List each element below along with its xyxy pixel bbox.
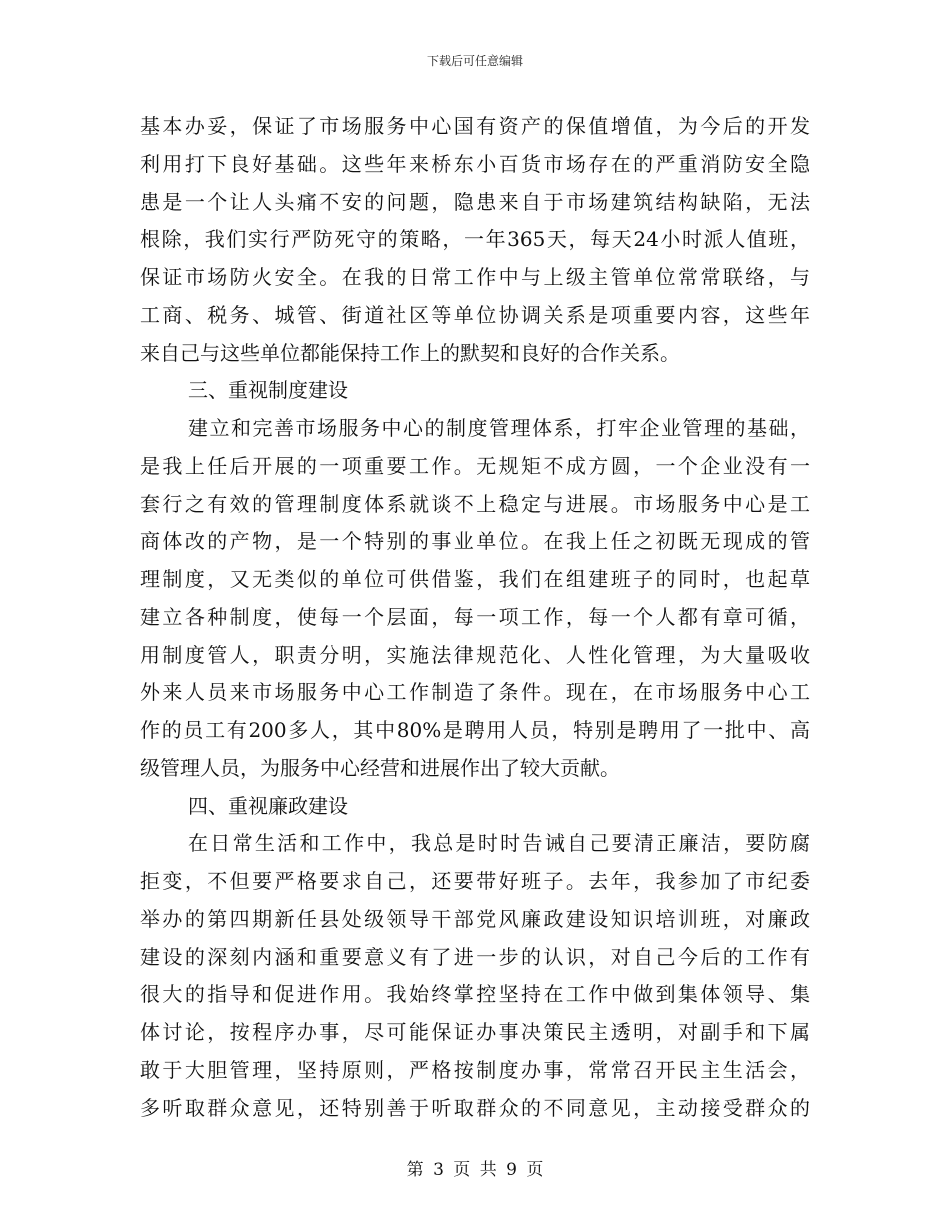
text-line: 是我上任后开展的一项重要工作。无规矩不成方圆，一个企业没有一 <box>140 453 810 478</box>
text-line: 来自己与这些单位都能保持工作上的默契和良好的合作关系。 <box>140 340 680 365</box>
text-line: 患是一个让人头痛不安的问题，隐患来自于市场建筑结构缺陷，无法 <box>140 189 810 214</box>
text-line: 利用打下良好基础。这些年来桥东小百货市场存在的严重消防安全隐 <box>140 151 810 176</box>
text-line: 很大的指导和促进作用。我始终掌控坚持在工作中做到集体领导、集 <box>140 982 810 1007</box>
text-line: 工商、税务、城管、街道社区等单位协调关系是项重要内容，这些年 <box>140 302 810 327</box>
text-line: 保证市场防火安全。在我的日常工作中与上级主管单位常常联络，与 <box>140 265 810 289</box>
text-line: 根除，我们实行严防死守的策略，一年365天，每天24小时派人值班， <box>140 227 810 252</box>
text-line: 建立各种制度，使每一个层面，每一项工作，每一个人都有章可循， <box>140 604 810 629</box>
text-line: 在日常生活和工作中，我总是时时告诫自己要清正廉洁，要防腐 <box>188 831 810 856</box>
text-line: 敢于大胆管理，坚持原则，严格按制度办事，常常召开民主生活会， <box>140 1057 810 1082</box>
text-line: 建立和完善市场服务中心的制度管理体系，打牢企业管理的基础， <box>188 416 810 440</box>
text-line: 用制度管人，职责分明，实施法律规范化、人性化管理，为大量吸收 <box>140 642 810 667</box>
text-line: 基本办妥，保证了市场服务中心国有资产的保值增值，为今后的开发 <box>140 114 810 138</box>
text-line: 举办的第四期新任县处级领导干部党风廉政建设知识培训班，对廉政 <box>140 906 810 931</box>
text-line: 级管理人员，为服务中心经营和进展作出了较大贡献。 <box>140 755 620 780</box>
text-line: 作的员工有200多人，其中80%是聘用人员，特别是聘用了一批中、高 <box>140 718 810 742</box>
text-line: 拒变，不但要严格要求自己，还要带好班子。去年，我参加了市纪委 <box>140 869 810 893</box>
text-line: 多听取群众意见，还特别善于听取群众的不同意见，主动接受群众的 <box>140 1095 810 1120</box>
text-line: 建设的深刻内涵和重要意义有了进一步的认识，对自己今后的工作有 <box>140 944 810 969</box>
document-body <box>140 108 810 1127</box>
page-header: 下载后可任意编辑 <box>426 54 523 68</box>
page-number-footer: 第 3 页 共 9 页 <box>406 1160 544 1180</box>
text-line: 体讨论，按程序办事，尽可能保证办事决策民主透明，对副手和下属 <box>140 1020 810 1044</box>
section-heading: 三、重视制度建设 <box>188 378 348 403</box>
text-line: 理制度，又无类似的单位可供借鉴，我们在组建班子的同时，也起草 <box>140 567 810 591</box>
text-line: 套行之有效的管理制度体系就谈不上稳定与进展。市场服务中心是工 <box>140 491 810 516</box>
text-line: 商体改的产物，是一个特别的事业单位。在我上任之初既无现成的管 <box>140 529 810 554</box>
text-line: 外来人员来市场服务中心工作制造了条件。现在，在市场服务中心工 <box>140 680 810 705</box>
section-heading: 四、重视廉政建设 <box>188 793 348 818</box>
